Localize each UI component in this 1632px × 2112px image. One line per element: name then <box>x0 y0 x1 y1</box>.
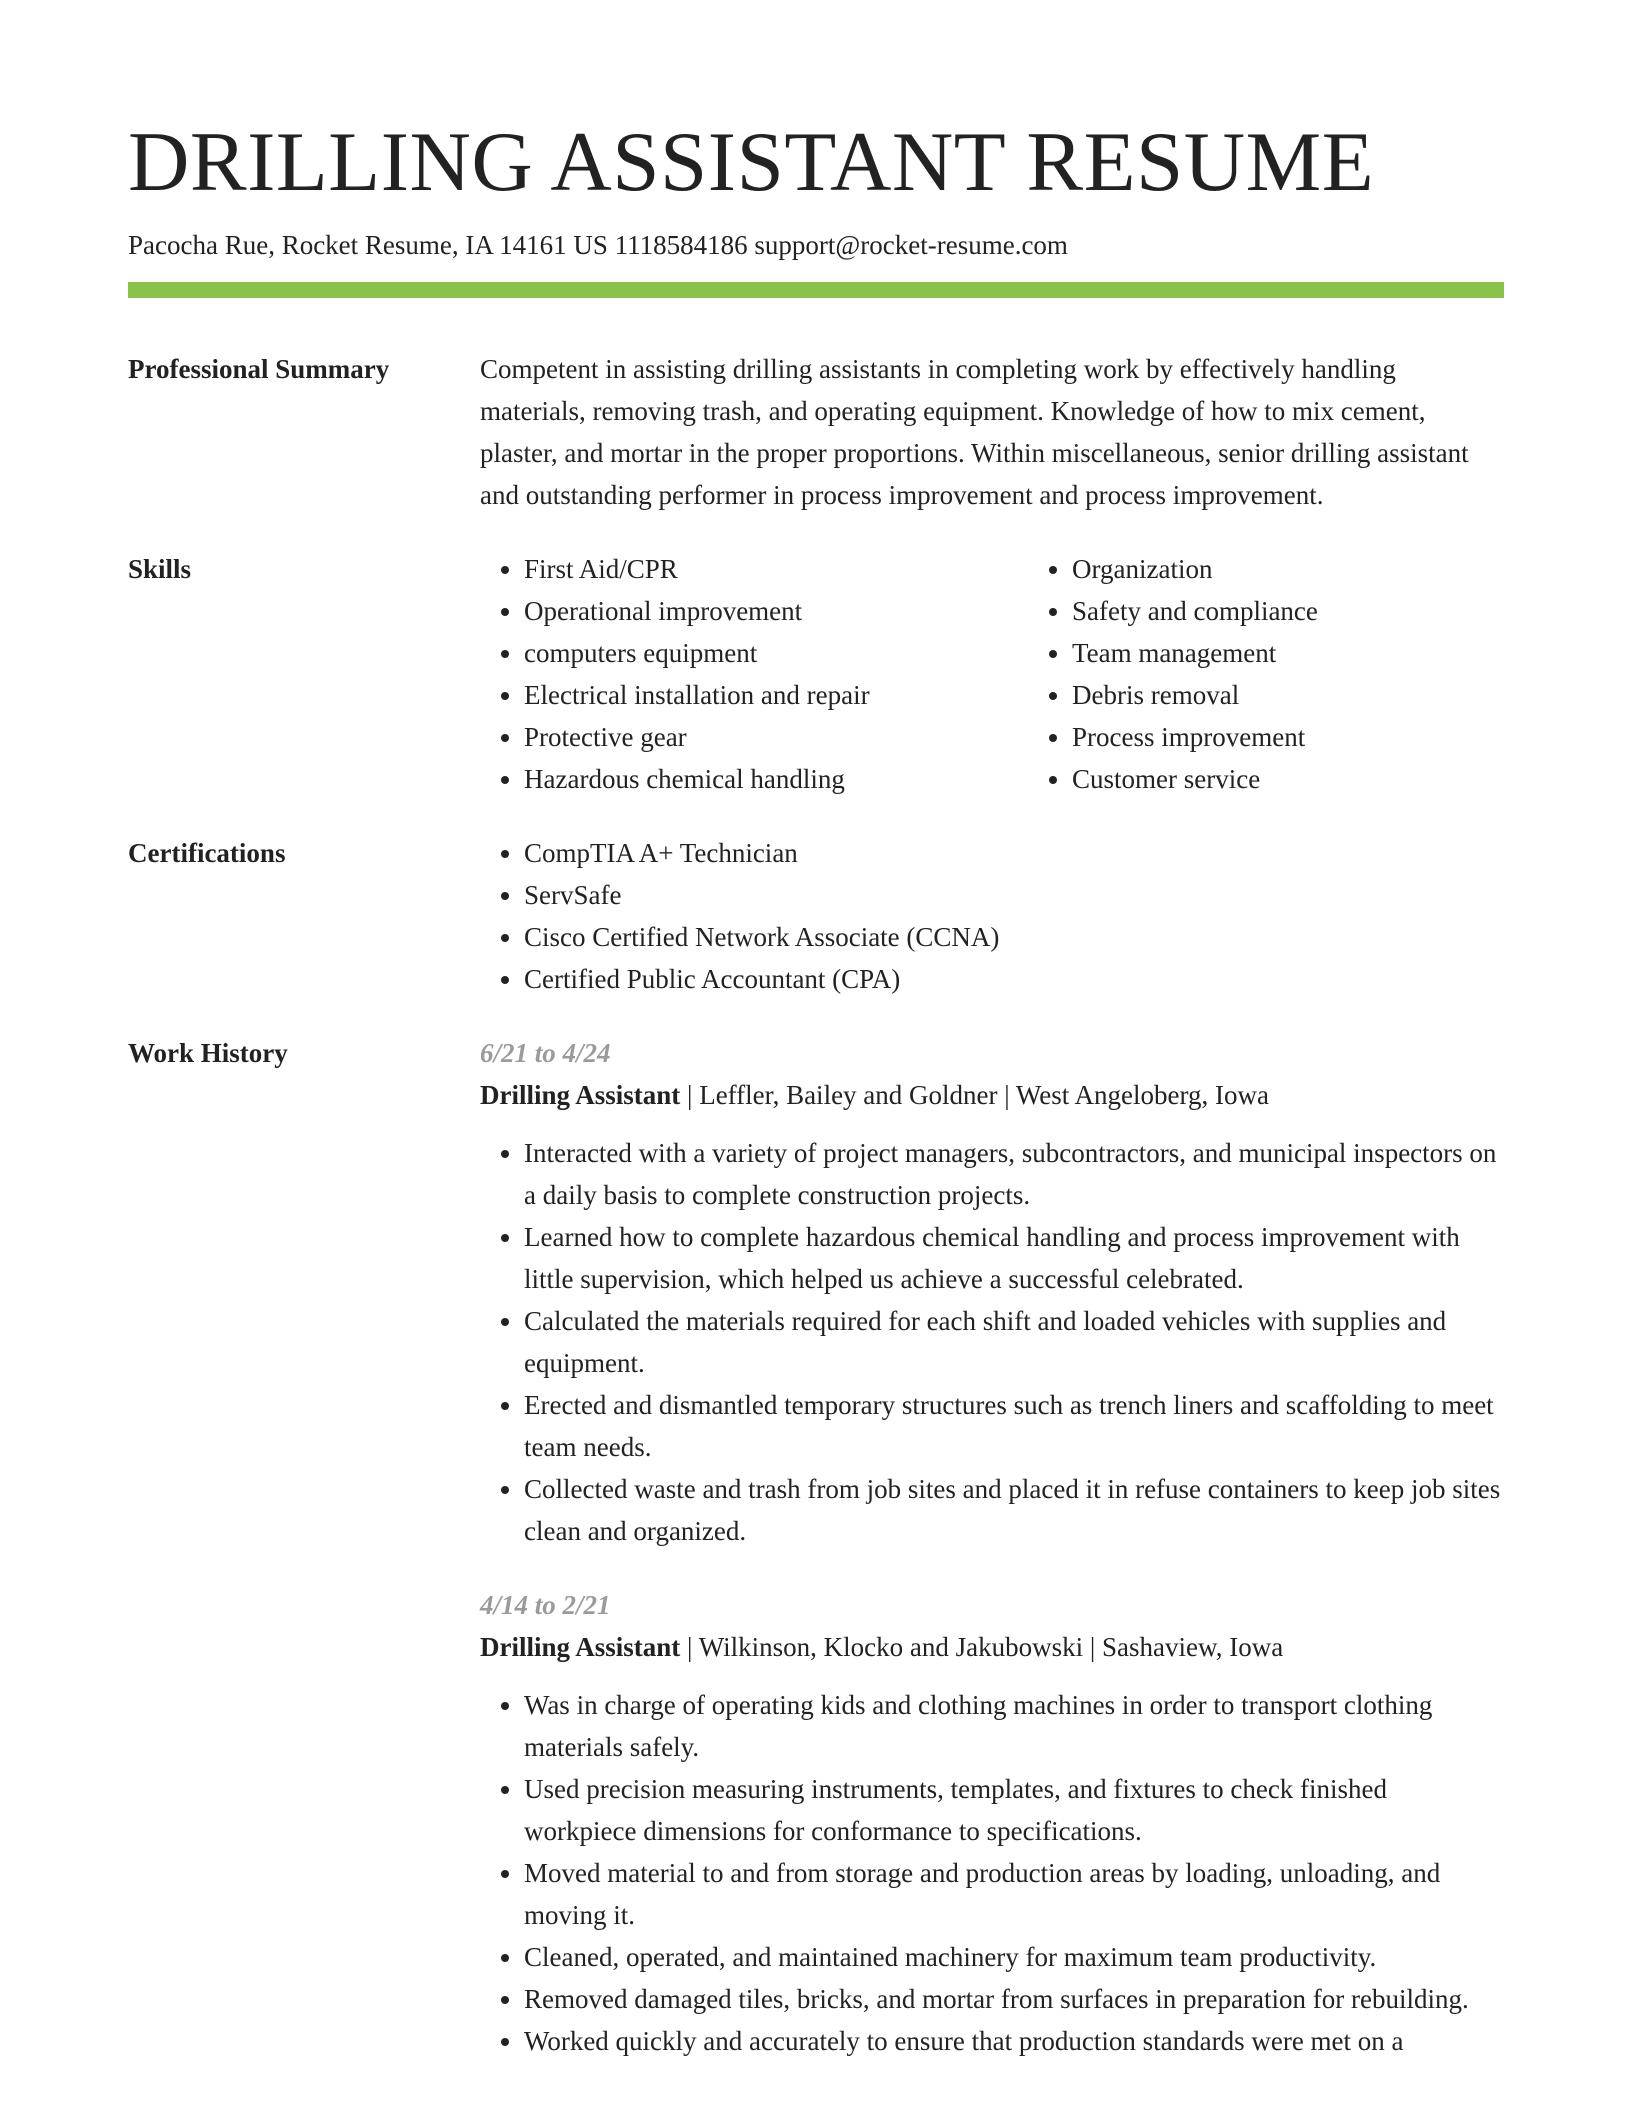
certification-item: • ServSafe <box>524 874 1504 916</box>
job-bullet: • Moved material to and from storage and production areas by loading, unloading, and moving it. <box>524 1852 1504 1936</box>
job-bullet: • Interacted with a variety of project managers, subcontractors, and municipal inspectors on a daily basis to complete construction projects. <box>524 1132 1504 1216</box>
skill-item: • Safety and compliance <box>1072 590 1576 632</box>
job-bullets <box>480 1684 1504 2062</box>
accent-divider <box>128 282 1504 298</box>
skills-heading: Skills <box>128 553 192 584</box>
job-bullet: • Used precision measuring instruments, templates, and fixtures to check finished workpiece dimensions for conformance to specifications. <box>524 1768 1504 1852</box>
job-entry <box>480 1032 1504 1552</box>
skills-list-right <box>1028 548 1576 800</box>
job-bullet: • Collected waste and trash from job sites and placed it in refuse containers to keep job sites clean and organized. <box>524 1468 1504 1552</box>
job-bullet: • Was in charge of operating kids and clothing machines in order to transport clothing materials safely. <box>524 1684 1504 1768</box>
contact-line: Pacocha Rue, Rocket Resume, IA 14161 US 1118584186 support@rocket-resume.com <box>128 230 1068 261</box>
skill-item: • Team management <box>1072 632 1576 674</box>
summary-section <box>128 348 1504 516</box>
certifications-section <box>128 832 1504 1000</box>
certifications-heading: Certifications <box>128 837 286 868</box>
job-employer-location: | Wilkinson, Klocko and Jakubowski | Sashaview, Iowa <box>680 1631 1284 1662</box>
job-bullet: • Calculated the materials required for each shift and loaded vehicles with supplies and equipment. <box>524 1300 1504 1384</box>
skill-item: • Debris removal <box>1072 674 1576 716</box>
skills-section <box>128 548 1504 800</box>
certification-item: • Cisco Certified Network Associate (CCNA) <box>524 916 1504 958</box>
work-history-heading: Work History <box>128 1037 288 1068</box>
resume-title: DRILLING ASSISTANT RESUME <box>128 115 1375 209</box>
job-employer-location: | Leffler, Bailey and Goldner | West Angeloberg, Iowa <box>680 1079 1269 1110</box>
job-bullets <box>480 1132 1504 1552</box>
job-title-line <box>480 1074 1504 1116</box>
skill-item: • First Aid/CPR <box>524 548 1028 590</box>
job-role: Drilling Assistant <box>480 1631 681 1662</box>
summary-text: Competent in assisting drilling assistants in completing work by effectively handling materials, removing trash, and operating equipment. Knowledge of how to mix cement, plaster, and mortar in the proper proportions. Within miscellaneous, senior drilling assistant and outstanding performer in process improvement and process improvement. <box>480 353 1469 510</box>
job-bullet: • Learned how to complete hazardous chemical handling and process improvement with little supervision, which helped us achieve a successful celebrated. <box>524 1216 1504 1300</box>
certifications-list <box>480 832 1504 1000</box>
job-bullet: • Cleaned, operated, and maintained machinery for maximum team productivity. <box>524 1936 1504 1978</box>
resume-page <box>128 0 1504 2062</box>
job-bullet: • Removed damaged tiles, bricks, and mortar from surfaces in preparation for rebuilding. <box>524 1978 1504 2020</box>
work-history-section <box>128 1032 1504 2062</box>
summary-heading: Professional Summary <box>128 353 390 384</box>
skill-item: • Customer service <box>1072 758 1576 800</box>
skill-item: • Electrical installation and repair <box>524 674 1028 716</box>
skills-list-left <box>480 548 1028 800</box>
job-title-line <box>480 1626 1504 1668</box>
job-bullet: • Erected and dismantled temporary structures such as trench liners and scaffolding to meet team needs. <box>524 1384 1504 1468</box>
certification-item: • CompTIA A+ Technician <box>524 832 1504 874</box>
skill-item: • Process improvement <box>1072 716 1576 758</box>
skill-item: • Organization <box>1072 548 1576 590</box>
job-dates: 6/21 to 4/24 <box>480 1037 611 1068</box>
job-role: Drilling Assistant <box>480 1079 681 1110</box>
skill-item: • Protective gear <box>524 716 1028 758</box>
skill-item: • Operational improvement <box>524 590 1028 632</box>
job-entry <box>480 1584 1504 2062</box>
certification-item: • Certified Public Accountant (CPA) <box>524 958 1504 1000</box>
job-bullet: • Worked quickly and accurately to ensure that production standards were met on a <box>524 2020 1504 2062</box>
skill-item: • Hazardous chemical handling <box>524 758 1028 800</box>
job-dates: 4/14 to 2/21 <box>480 1589 611 1620</box>
skill-item: • computers equipment <box>524 632 1028 674</box>
